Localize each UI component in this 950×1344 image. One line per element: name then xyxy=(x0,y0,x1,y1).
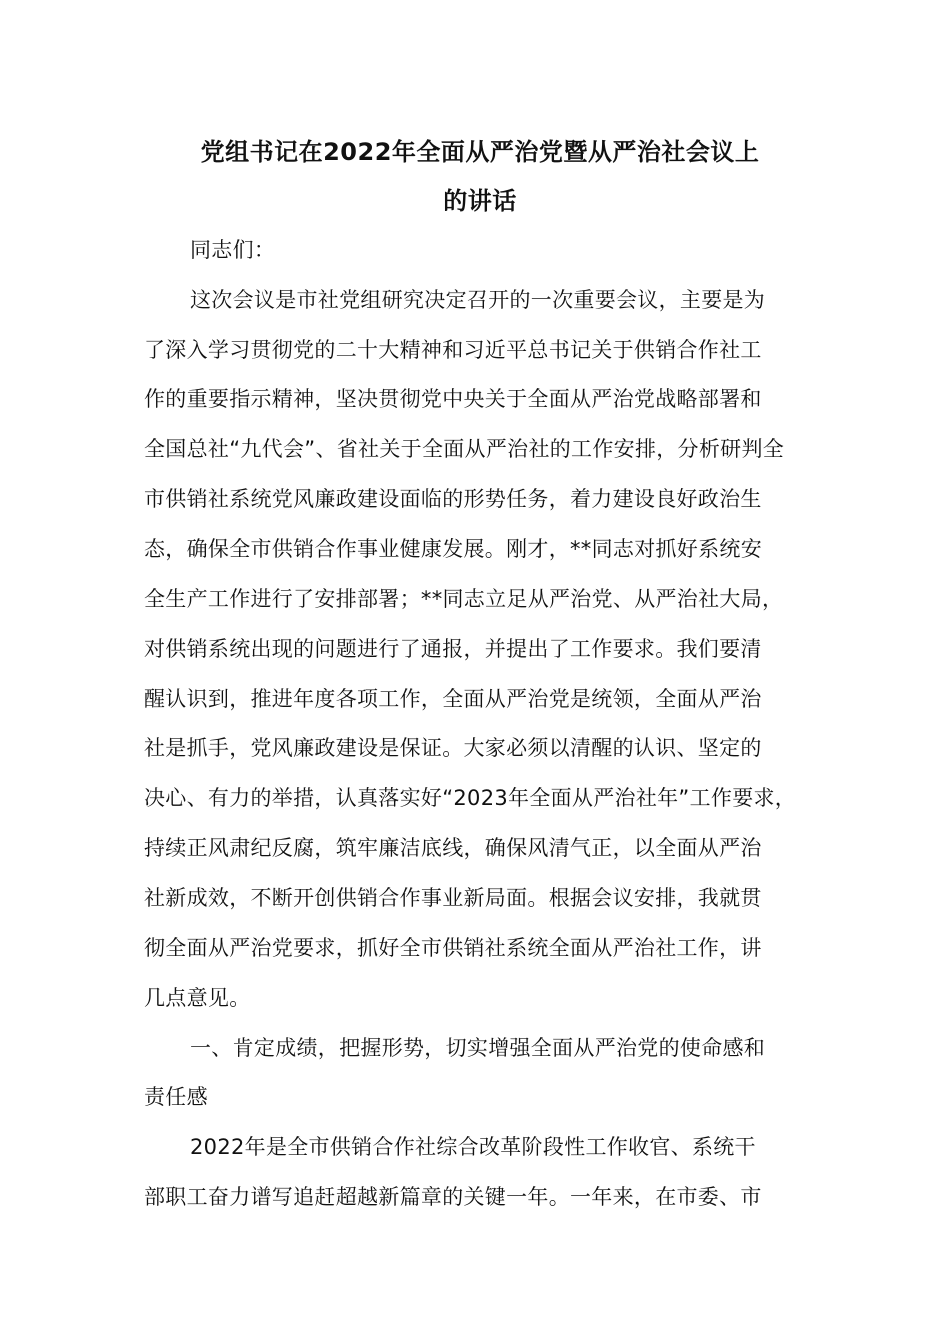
paragraph-line: 社是抓手，党风廉政建设是保证。大家必须以清醒的认识、坚定的 xyxy=(144,736,762,760)
paragraph-line: 这次会议是市社党组研究决定召开的一次重要会议，主要是为 xyxy=(190,288,766,312)
greeting: 同志们： xyxy=(190,238,276,262)
paragraph-line: 作的重要指示精神，坚决贯彻党中央关于全面从严治党战略部署和 xyxy=(144,387,762,411)
paragraph-line: 决心、有力的举措，认真落实好“2023年全面从严治社年”工作要求， xyxy=(144,786,797,810)
paragraph-line: 全生产工作进行了安排部署；**同志立足从严治党、从严治社大局， xyxy=(144,587,784,611)
paragraph-line: 持续正风肃纪反腐，筑牢廉洁底线，确保风清气正，以全面从严治 xyxy=(144,836,762,860)
paragraph-line: 了深入学习贯彻党的二十大精神和习近平总书记关于供销合作社工 xyxy=(144,338,762,362)
paragraph-line: 市供销社系统党风廉政建设面临的形势任务，着力建设良好政治生 xyxy=(144,487,762,511)
paragraph-line: 部职工奋力谱写追赶超越新篇章的关键一年。一年来，在市委、市 xyxy=(144,1185,762,1209)
paragraph-line: 全国总社“九代会”、省社关于全面从严治社的工作安排，分析研判全 xyxy=(144,437,785,461)
document-title-line-2: 的讲话 xyxy=(443,187,517,215)
paragraph-line: 2022年是全市供销合作社综合改革阶段性工作收官、系统干 xyxy=(190,1135,756,1159)
document-title-line-1: 党组书记在2022年全面从严治党暨从严治社会议上 xyxy=(200,138,760,166)
paragraph-line: 态，确保全市供销合作事业健康发展。刚才，**同志对抓好系统安 xyxy=(144,537,762,561)
section-heading-line: 责任感 xyxy=(144,1085,208,1109)
paragraph-line: 几点意见。 xyxy=(144,986,251,1010)
paragraph-line: 社新成效，不断开创供销合作事业新局面。根据会议安排，我就贯 xyxy=(144,886,762,910)
section-heading-line: 一、肯定成绩，把握形势，切实增强全面从严治党的使命感和 xyxy=(190,1036,766,1060)
paragraph-line: 彻全面从严治党要求，抓好全市供销社系统全面从严治社工作，讲 xyxy=(144,936,762,960)
paragraph-line: 对供销系统出现的问题进行了通报，并提出了工作要求。我们要清 xyxy=(144,637,762,661)
paragraph-line: 醒认识到，推进年度各项工作，全面从严治党是统领，全面从严治 xyxy=(144,687,762,711)
